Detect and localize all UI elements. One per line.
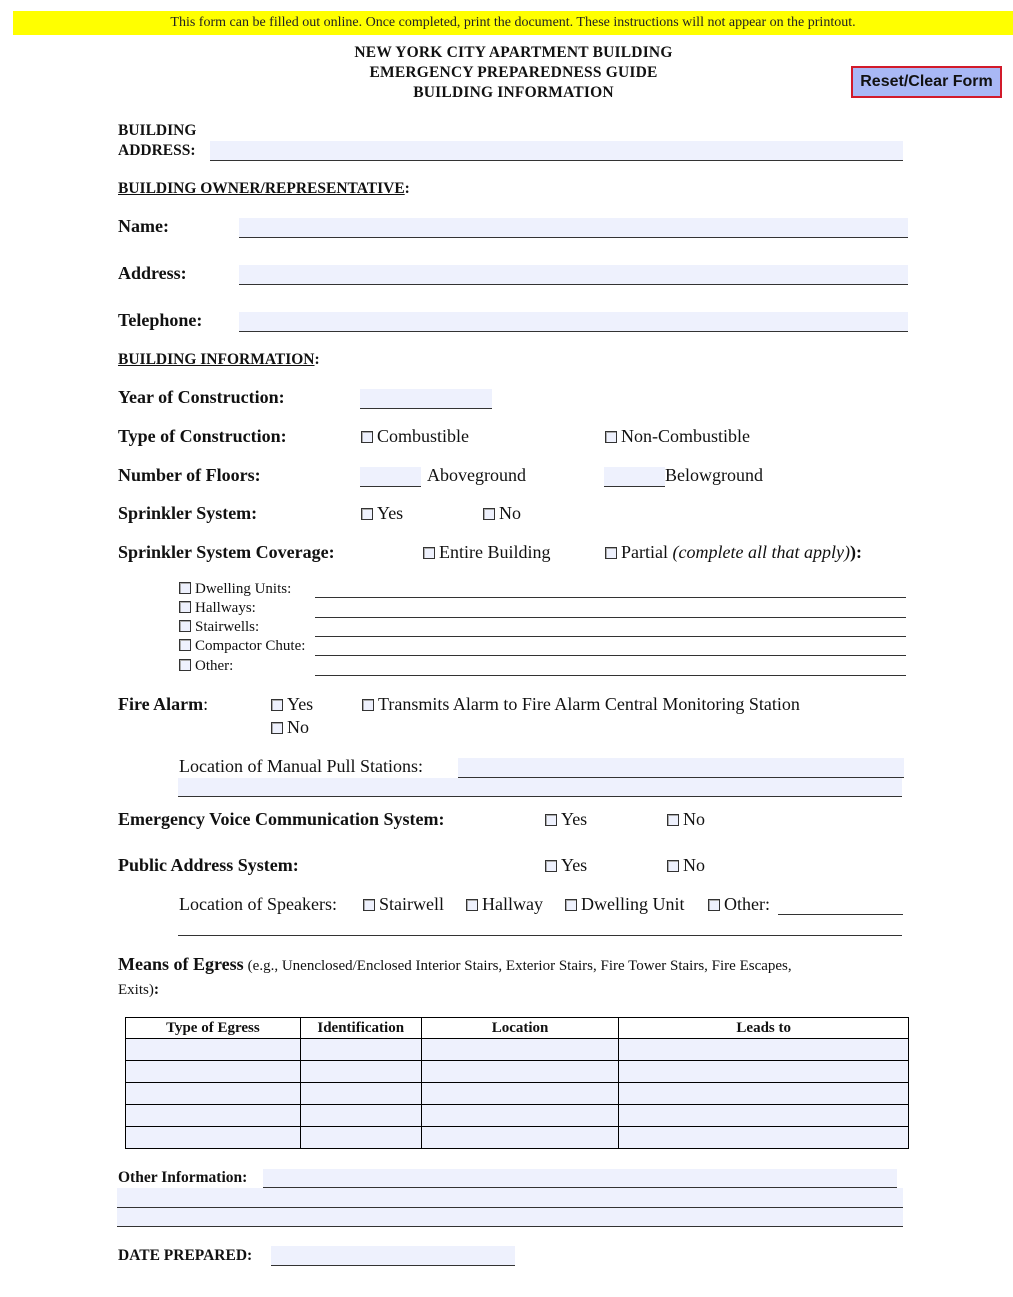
- other-info-label: Other Information:: [118, 1169, 248, 1186]
- speaker-other-option[interactable]: [708, 894, 770, 915]
- egress-header-row: [126, 1018, 909, 1039]
- other-info-input-1[interactable]: [263, 1169, 897, 1188]
- coverage-partial-label: Partial: [621, 542, 668, 562]
- speaker-other-checkbox[interactable]: [708, 899, 720, 911]
- egress-cell[interactable]: [126, 1127, 301, 1149]
- date-prepared-input[interactable]: [271, 1246, 515, 1266]
- coverage-label: Sprinkler System Coverage:: [118, 542, 335, 562]
- fire-alarm-no-checkbox[interactable]: [271, 722, 283, 734]
- pull-stations-label: Location of Manual Pull Stations:: [179, 756, 423, 776]
- non-combustible-checkbox[interactable]: [605, 431, 617, 443]
- owner-section-colon: :: [404, 180, 410, 197]
- egress-cell[interactable]: [300, 1083, 421, 1105]
- egress-cell[interactable]: [421, 1083, 619, 1105]
- egress-cell[interactable]: [421, 1127, 619, 1149]
- egress-cell[interactable]: [619, 1083, 909, 1105]
- coverage-hallways-option[interactable]: [179, 600, 256, 617]
- belowground-label: Belowground: [665, 465, 763, 485]
- coverage-partial-option[interactable]: [605, 542, 862, 563]
- col-type-of-egress: Type of Egress: [126, 1018, 301, 1039]
- coverage-entire-label: Entire Building: [439, 542, 551, 562]
- speaker-stairwell-label: Stairwell: [379, 894, 444, 914]
- egress-cell[interactable]: [300, 1061, 421, 1083]
- owner-name-input[interactable]: [239, 218, 908, 238]
- sprinkler-no-checkbox[interactable]: [483, 508, 495, 520]
- egress-row: [126, 1127, 909, 1149]
- col-location: Location: [421, 1018, 619, 1039]
- building-address-label-1: BUILDING: [118, 122, 197, 139]
- speaker-hallway-option[interactable]: [466, 894, 543, 915]
- pa-yes-label: Yes: [561, 855, 588, 875]
- coverage-partial-tail: ):: [849, 542, 862, 562]
- egress-cell[interactable]: [619, 1039, 909, 1061]
- egress-cell[interactable]: [619, 1127, 909, 1149]
- dwelling-units-label: Dwelling Units:: [195, 581, 292, 597]
- owner-section-title: [118, 180, 410, 198]
- building-address-label-2: ADDRESS:: [118, 142, 196, 159]
- fire-alarm-label-text: Fire Alarm: [118, 694, 204, 714]
- title-line-3: BUILDING INFORMATION: [413, 84, 614, 101]
- building-address-input[interactable]: [210, 141, 903, 161]
- sprinkler-no-label: No: [499, 503, 521, 523]
- col-identification: Identification: [300, 1018, 421, 1039]
- hallways-input[interactable]: [315, 600, 906, 618]
- compactor-chute-label: Compactor Chute:: [195, 638, 306, 654]
- egress-cell[interactable]: [619, 1105, 909, 1127]
- egress-cell[interactable]: [126, 1083, 301, 1105]
- speaker-hallway-checkbox[interactable]: [466, 899, 478, 911]
- egress-note-line2: Exits): [118, 982, 154, 998]
- speaker-dwelling-unit-label: Dwelling Unit: [581, 894, 685, 914]
- evcs-no-label: No: [683, 809, 705, 829]
- pa-yes-checkbox[interactable]: [545, 860, 557, 872]
- evcs-yes-checkbox[interactable]: [545, 814, 557, 826]
- egress-table: [125, 1017, 909, 1149]
- title-line-1: NEW YORK CITY APARTMENT BUILDING: [354, 44, 673, 61]
- hallways-label: Hallways:: [195, 600, 256, 616]
- speaker-other-input[interactable]: [778, 896, 903, 915]
- transmits-alarm-checkbox[interactable]: [362, 699, 374, 711]
- pa-no-label: No: [683, 855, 705, 875]
- floors-label: Number of Floors:: [118, 465, 261, 485]
- egress-row: [126, 1039, 909, 1061]
- pa-no-checkbox[interactable]: [667, 860, 679, 872]
- coverage-other-label: Other:: [195, 658, 234, 674]
- egress-colon: :: [153, 981, 160, 998]
- egress-cell[interactable]: [126, 1105, 301, 1127]
- type-label: Type of Construction:: [118, 426, 287, 446]
- egress-cell[interactable]: [300, 1039, 421, 1061]
- coverage-stairwells-option[interactable]: [179, 619, 259, 636]
- pa-label: Public Address System:: [118, 855, 299, 875]
- evcs-label: Emergency Voice Communication System:: [118, 809, 445, 829]
- egress-cell[interactable]: [300, 1105, 421, 1127]
- fire-alarm-no-option[interactable]: [271, 717, 309, 738]
- evcs-yes-option[interactable]: [545, 809, 587, 830]
- owner-section-heading: BUILDING OWNER/REPRESENTATIVE: [118, 180, 405, 197]
- speaker-dwelling-unit-option[interactable]: [565, 894, 685, 915]
- pull-stations-input-1[interactable]: [458, 758, 904, 778]
- compactor-chute-checkbox[interactable]: [179, 639, 191, 651]
- egress-cell[interactable]: [619, 1061, 909, 1083]
- speakers-extra-input[interactable]: [178, 917, 902, 936]
- non-combustible-label: Non-Combustible: [621, 426, 750, 446]
- sprinkler-no-option[interactable]: [483, 503, 521, 524]
- egress-cell[interactable]: [421, 1061, 619, 1083]
- coverage-entire-checkbox[interactable]: [423, 547, 435, 559]
- speaker-hallway-label: Hallway: [482, 894, 543, 914]
- coverage-other-input[interactable]: [315, 658, 906, 676]
- name-label: Name:: [118, 216, 169, 236]
- egress-title: Means of Egress: [118, 954, 244, 974]
- fire-alarm-colon: :: [203, 694, 209, 714]
- coverage-partial-note: (complete all that apply): [672, 542, 850, 562]
- owner-address-input[interactable]: [239, 265, 908, 285]
- year-label: Year of Construction:: [118, 387, 285, 407]
- other-info-input-2[interactable]: [117, 1188, 903, 1208]
- egress-note: (e.g., Unenclosed/Enclosed Interior Stairs, Exterior Stairs, Fire Tower Stairs, Fire Escapes,: [247, 958, 792, 974]
- other-info-input-3[interactable]: [117, 1208, 903, 1227]
- stairwells-label: Stairwells:: [195, 619, 260, 635]
- stairwells-checkbox[interactable]: [179, 620, 191, 632]
- egress-cell[interactable]: [421, 1039, 619, 1061]
- pa-no-option[interactable]: [667, 855, 705, 876]
- dwelling-units-input[interactable]: [315, 580, 906, 598]
- speaker-stairwell-checkbox[interactable]: [363, 899, 375, 911]
- compactor-chute-input[interactable]: [315, 638, 906, 656]
- egress-heading: [118, 953, 898, 1002]
- address-label: Address:: [118, 263, 187, 283]
- building-info-colon: :: [314, 351, 320, 368]
- evcs-no-option[interactable]: [667, 809, 705, 830]
- dwelling-units-checkbox[interactable]: [179, 582, 191, 594]
- non-combustible-option[interactable]: [605, 426, 750, 447]
- instructions-banner: This form can be filled out online. Once completed, print the document. These instructions will not appear on the printout.: [13, 11, 1013, 35]
- coverage-entire-option[interactable]: [423, 542, 551, 563]
- speaker-dwelling-unit-checkbox[interactable]: [565, 899, 577, 911]
- hallways-checkbox[interactable]: [179, 601, 191, 613]
- speaker-other-label: Other:: [724, 894, 770, 914]
- egress-row: [126, 1083, 909, 1105]
- pa-yes-option[interactable]: [545, 855, 587, 876]
- speaker-stairwell-option[interactable]: [363, 894, 444, 915]
- fire-alarm-label: [118, 694, 208, 715]
- coverage-compactor-chute-option[interactable]: [179, 638, 305, 655]
- fire-alarm-yes-label: Yes: [287, 694, 314, 714]
- sprinkler-label: Sprinkler System:: [118, 503, 258, 523]
- egress-cell[interactable]: [126, 1039, 301, 1061]
- owner-telephone-input[interactable]: [239, 312, 908, 332]
- building-info-section-title: [118, 351, 320, 369]
- egress-row: [126, 1105, 909, 1127]
- combustible-checkbox[interactable]: [361, 431, 373, 443]
- coverage-other-option[interactable]: [179, 658, 233, 675]
- title-line-2: EMERGENCY PREPAREDNESS GUIDE: [369, 64, 658, 81]
- transmits-alarm-label: Transmits Alarm to Fire Alarm Central Monitoring Station: [378, 694, 800, 714]
- reset-clear-form-button[interactable]: Reset/Clear Form: [851, 66, 1002, 98]
- combustible-label: Combustible: [377, 426, 470, 446]
- fire-alarm-yes-option[interactable]: [271, 694, 313, 715]
- building-info-heading: BUILDING INFORMATION: [118, 351, 315, 368]
- sprinkler-yes-option[interactable]: [361, 503, 403, 524]
- fire-alarm-yes-checkbox[interactable]: [271, 699, 283, 711]
- sprinkler-yes-label: Yes: [377, 503, 404, 523]
- date-prepared-label: DATE PREPARED:: [118, 1247, 253, 1264]
- transmits-alarm-option[interactable]: [362, 694, 800, 715]
- evcs-yes-label: Yes: [561, 809, 588, 829]
- aboveground-floors-input[interactable]: [360, 467, 421, 487]
- speakers-label: Location of Speakers:: [179, 894, 337, 914]
- fire-alarm-no-label: No: [287, 717, 309, 737]
- stairwells-input[interactable]: [315, 619, 906, 637]
- sprinkler-yes-checkbox[interactable]: [361, 508, 373, 520]
- egress-cell[interactable]: [126, 1061, 301, 1083]
- year-of-construction-input[interactable]: [360, 389, 492, 409]
- coverage-other-checkbox[interactable]: [179, 659, 191, 671]
- egress-row: [126, 1061, 909, 1083]
- col-leads-to: Leads to: [619, 1018, 909, 1039]
- belowground-floors-input[interactable]: [604, 467, 665, 487]
- coverage-dwelling-units-option[interactable]: [179, 581, 291, 598]
- telephone-label: Telephone:: [118, 310, 203, 330]
- coverage-partial-checkbox[interactable]: [605, 547, 617, 559]
- egress-cell[interactable]: [300, 1127, 421, 1149]
- egress-cell[interactable]: [421, 1105, 619, 1127]
- evcs-no-checkbox[interactable]: [667, 814, 679, 826]
- pull-stations-input-2[interactable]: [178, 778, 902, 797]
- combustible-option[interactable]: [361, 426, 469, 447]
- aboveground-label: Aboveground: [427, 465, 526, 485]
